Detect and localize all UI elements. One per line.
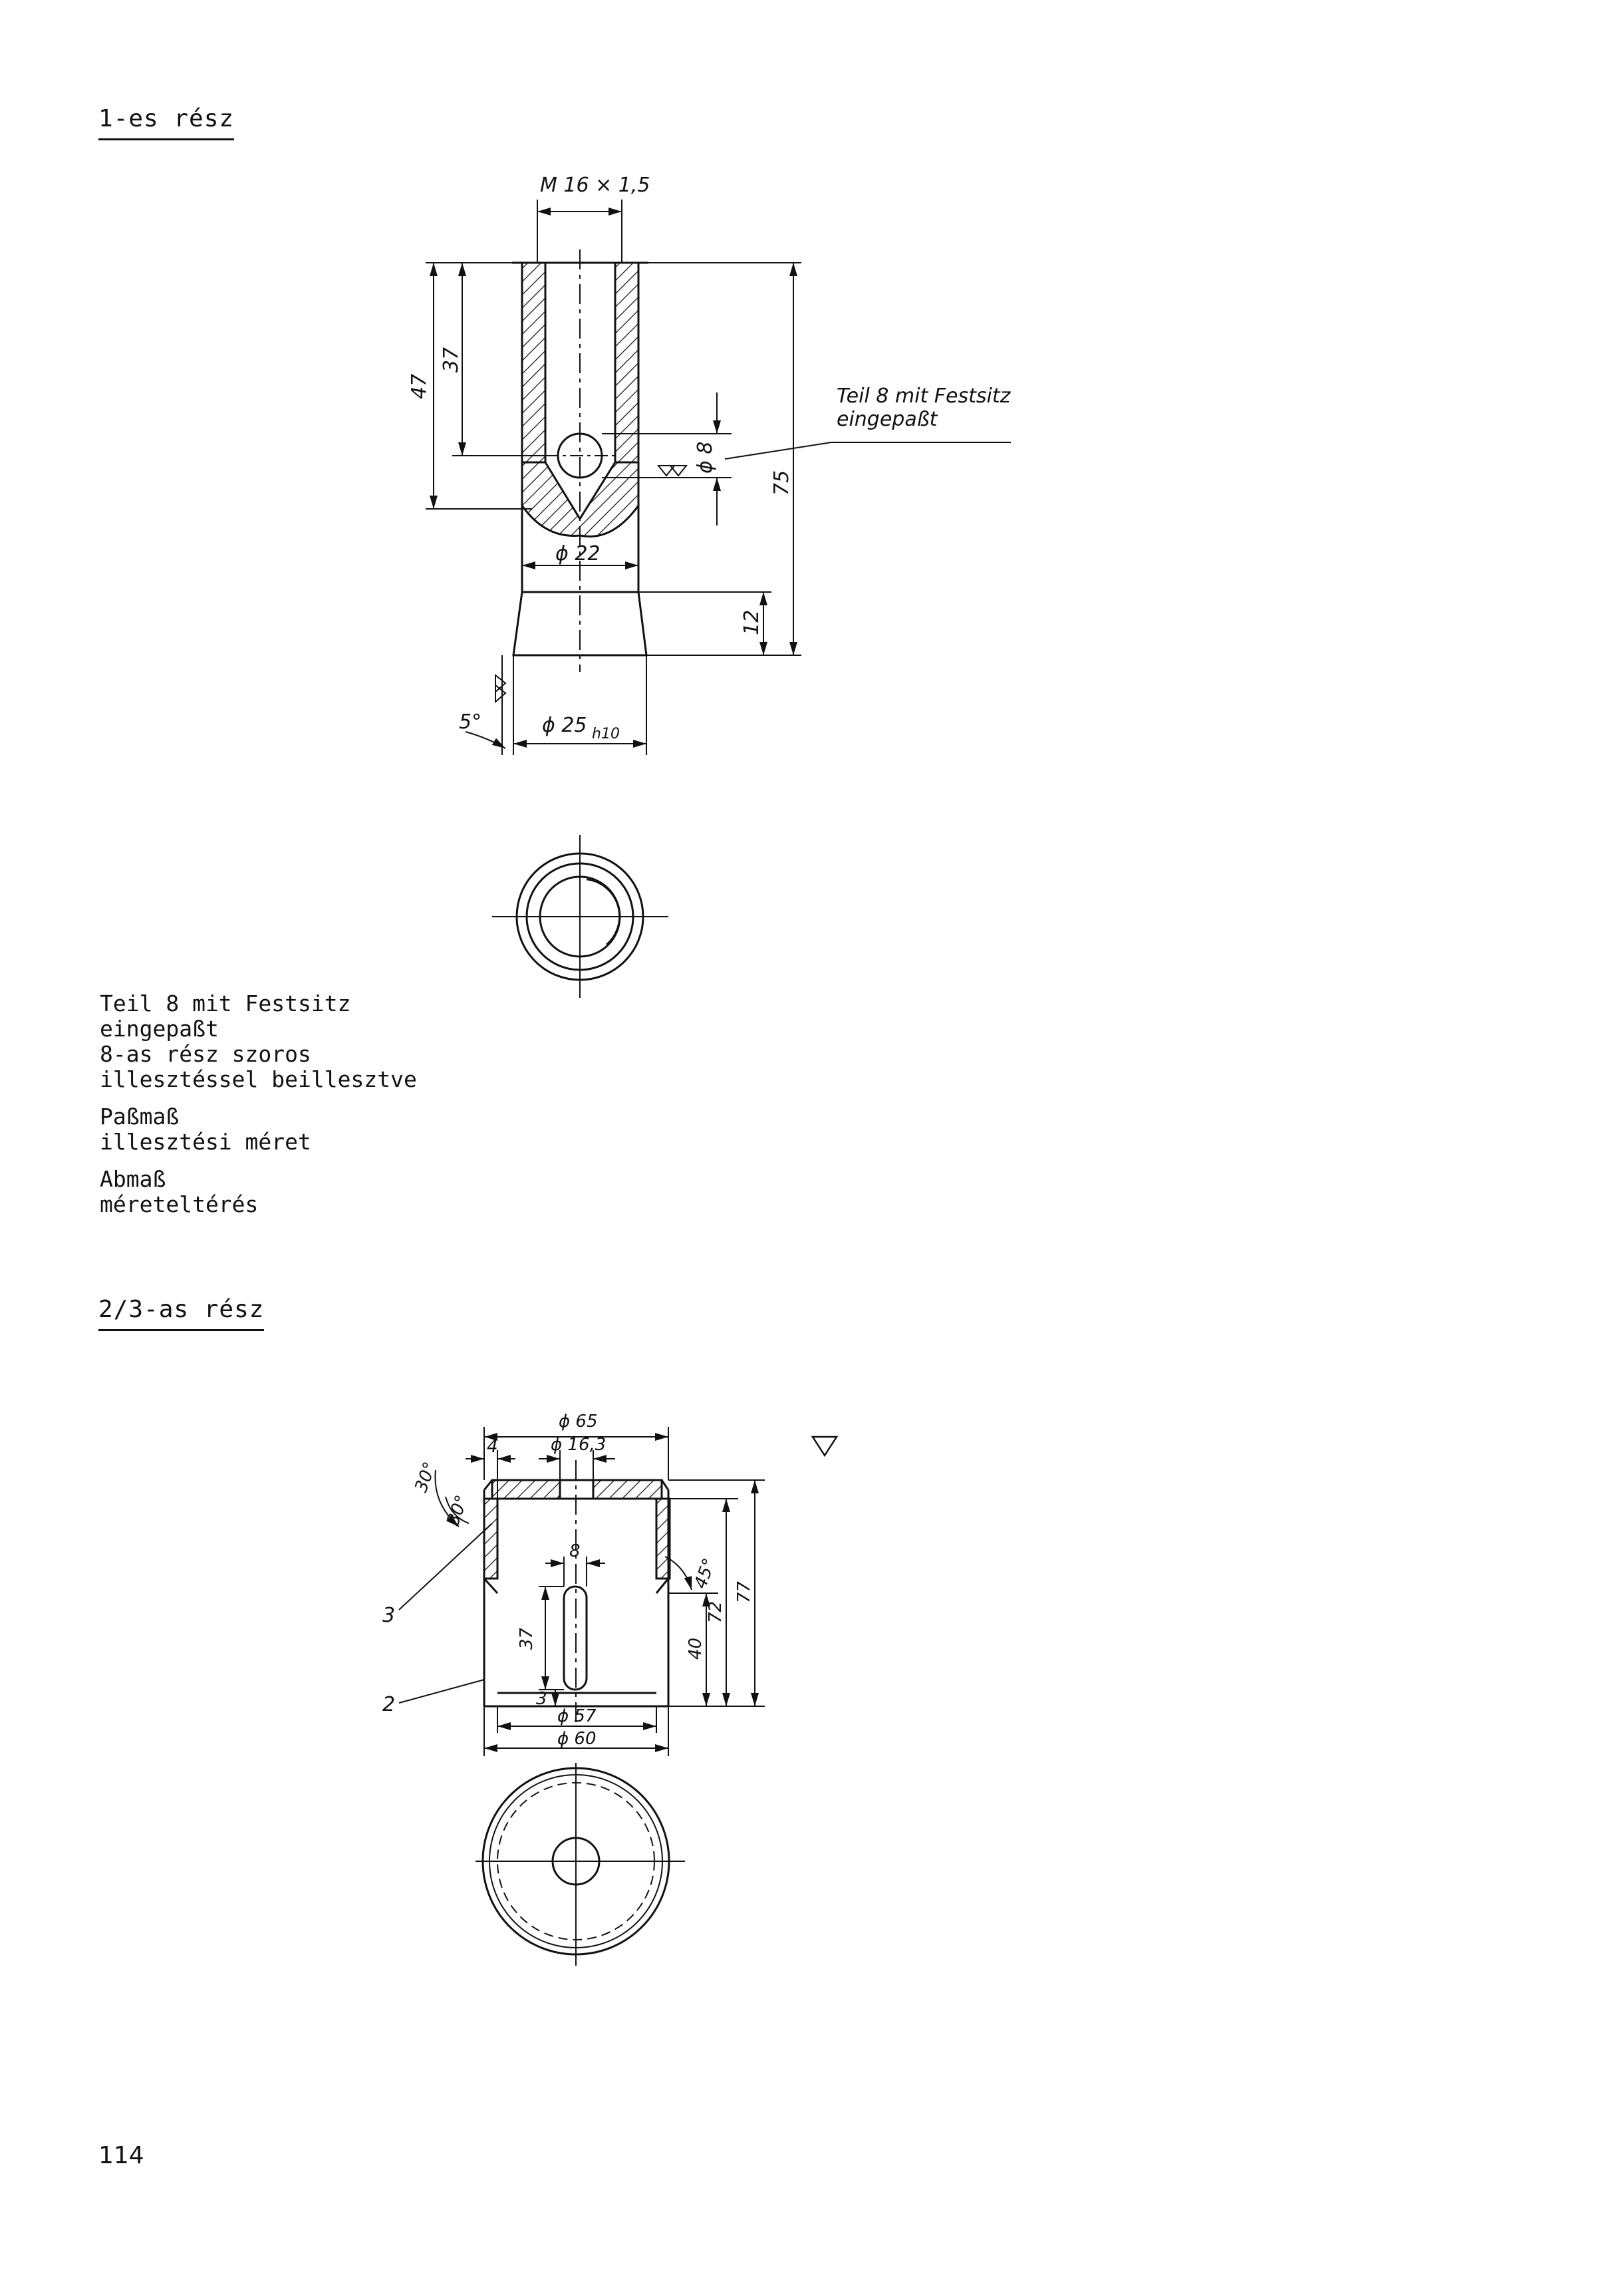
surface-finish-symbol bbox=[813, 1437, 837, 1455]
thread-label: M 16 × 1,5 bbox=[540, 174, 650, 197]
angle-30-label: 30° bbox=[411, 1459, 441, 1495]
note-line: 8-as rész szoros bbox=[100, 1041, 311, 1067]
part1-heading: 1-es rész bbox=[98, 105, 235, 132]
dim-d8-label: ϕ 8 bbox=[694, 441, 717, 474]
dim-3-label: 3 bbox=[536, 1689, 547, 1709]
callout-line1: Teil 8 mit Festsitz bbox=[837, 384, 1011, 408]
dim-12-label: 12 bbox=[740, 609, 763, 635]
note-line: eingepaßt bbox=[100, 1016, 219, 1042]
note-group-abmass bbox=[100, 1167, 417, 1217]
part-label-3: 3 bbox=[382, 1604, 396, 1627]
note-group-passmass bbox=[100, 1104, 417, 1155]
note-line: illesztési méret bbox=[100, 1129, 311, 1155]
angle-30b-label: 30° bbox=[443, 1492, 473, 1529]
dim-d57-label: ϕ 57 bbox=[557, 1706, 597, 1726]
dim-d16-label: ϕ 16,3 bbox=[551, 1435, 607, 1455]
part1-section-view bbox=[512, 249, 648, 672]
dim-75-label: 75 bbox=[770, 470, 793, 496]
dim-72-label: 72 bbox=[706, 1600, 726, 1623]
dim-8-label: 8 bbox=[569, 1541, 581, 1561]
part23-section-view bbox=[484, 1460, 670, 1726]
part23-dimension-labels bbox=[382, 1412, 754, 1749]
dim-77-label: 77 bbox=[734, 1581, 754, 1603]
note-line: illesztéssel beillesztve bbox=[100, 1066, 417, 1092]
dim-40-label: 40 bbox=[686, 1637, 706, 1660]
dim-d25-label: ϕ 25 bbox=[542, 714, 587, 737]
note-line: méreteltérés bbox=[100, 1191, 259, 1217]
angle-5-label: 5° bbox=[459, 710, 482, 734]
part-label-2: 2 bbox=[382, 1693, 396, 1716]
dim-37-slot-label: 37 bbox=[517, 1627, 537, 1650]
part23-heading: 2/3-as rész bbox=[98, 1296, 265, 1323]
note-line: Abmaß bbox=[100, 1166, 166, 1192]
angle-45-label: 45° bbox=[690, 1555, 720, 1592]
dim-d60-label: ϕ 60 bbox=[557, 1729, 597, 1749]
part1-top-view bbox=[492, 835, 668, 998]
callout-line2: eingepaßt bbox=[837, 408, 938, 431]
dim-37-label: 37 bbox=[440, 347, 463, 373]
dim-d65-label: ϕ 65 bbox=[559, 1412, 598, 1432]
page-number: 114 bbox=[98, 2142, 144, 2169]
part1-dimension-labels bbox=[408, 174, 1012, 742]
note-group-festsitz bbox=[100, 991, 417, 1092]
dim-d22-label: ϕ 22 bbox=[555, 542, 601, 565]
dim-4-label: 4 bbox=[487, 1437, 498, 1457]
note-line: Paßmaß bbox=[100, 1104, 180, 1130]
dim-47-label: 47 bbox=[408, 373, 431, 399]
note-line: Teil 8 mit Festsitz bbox=[100, 990, 351, 1016]
translation-notes bbox=[100, 991, 417, 1229]
part23-top-view bbox=[475, 1763, 685, 1966]
part1-dimensions bbox=[426, 200, 1011, 755]
dim-d25-tolerance: h10 bbox=[592, 726, 620, 742]
